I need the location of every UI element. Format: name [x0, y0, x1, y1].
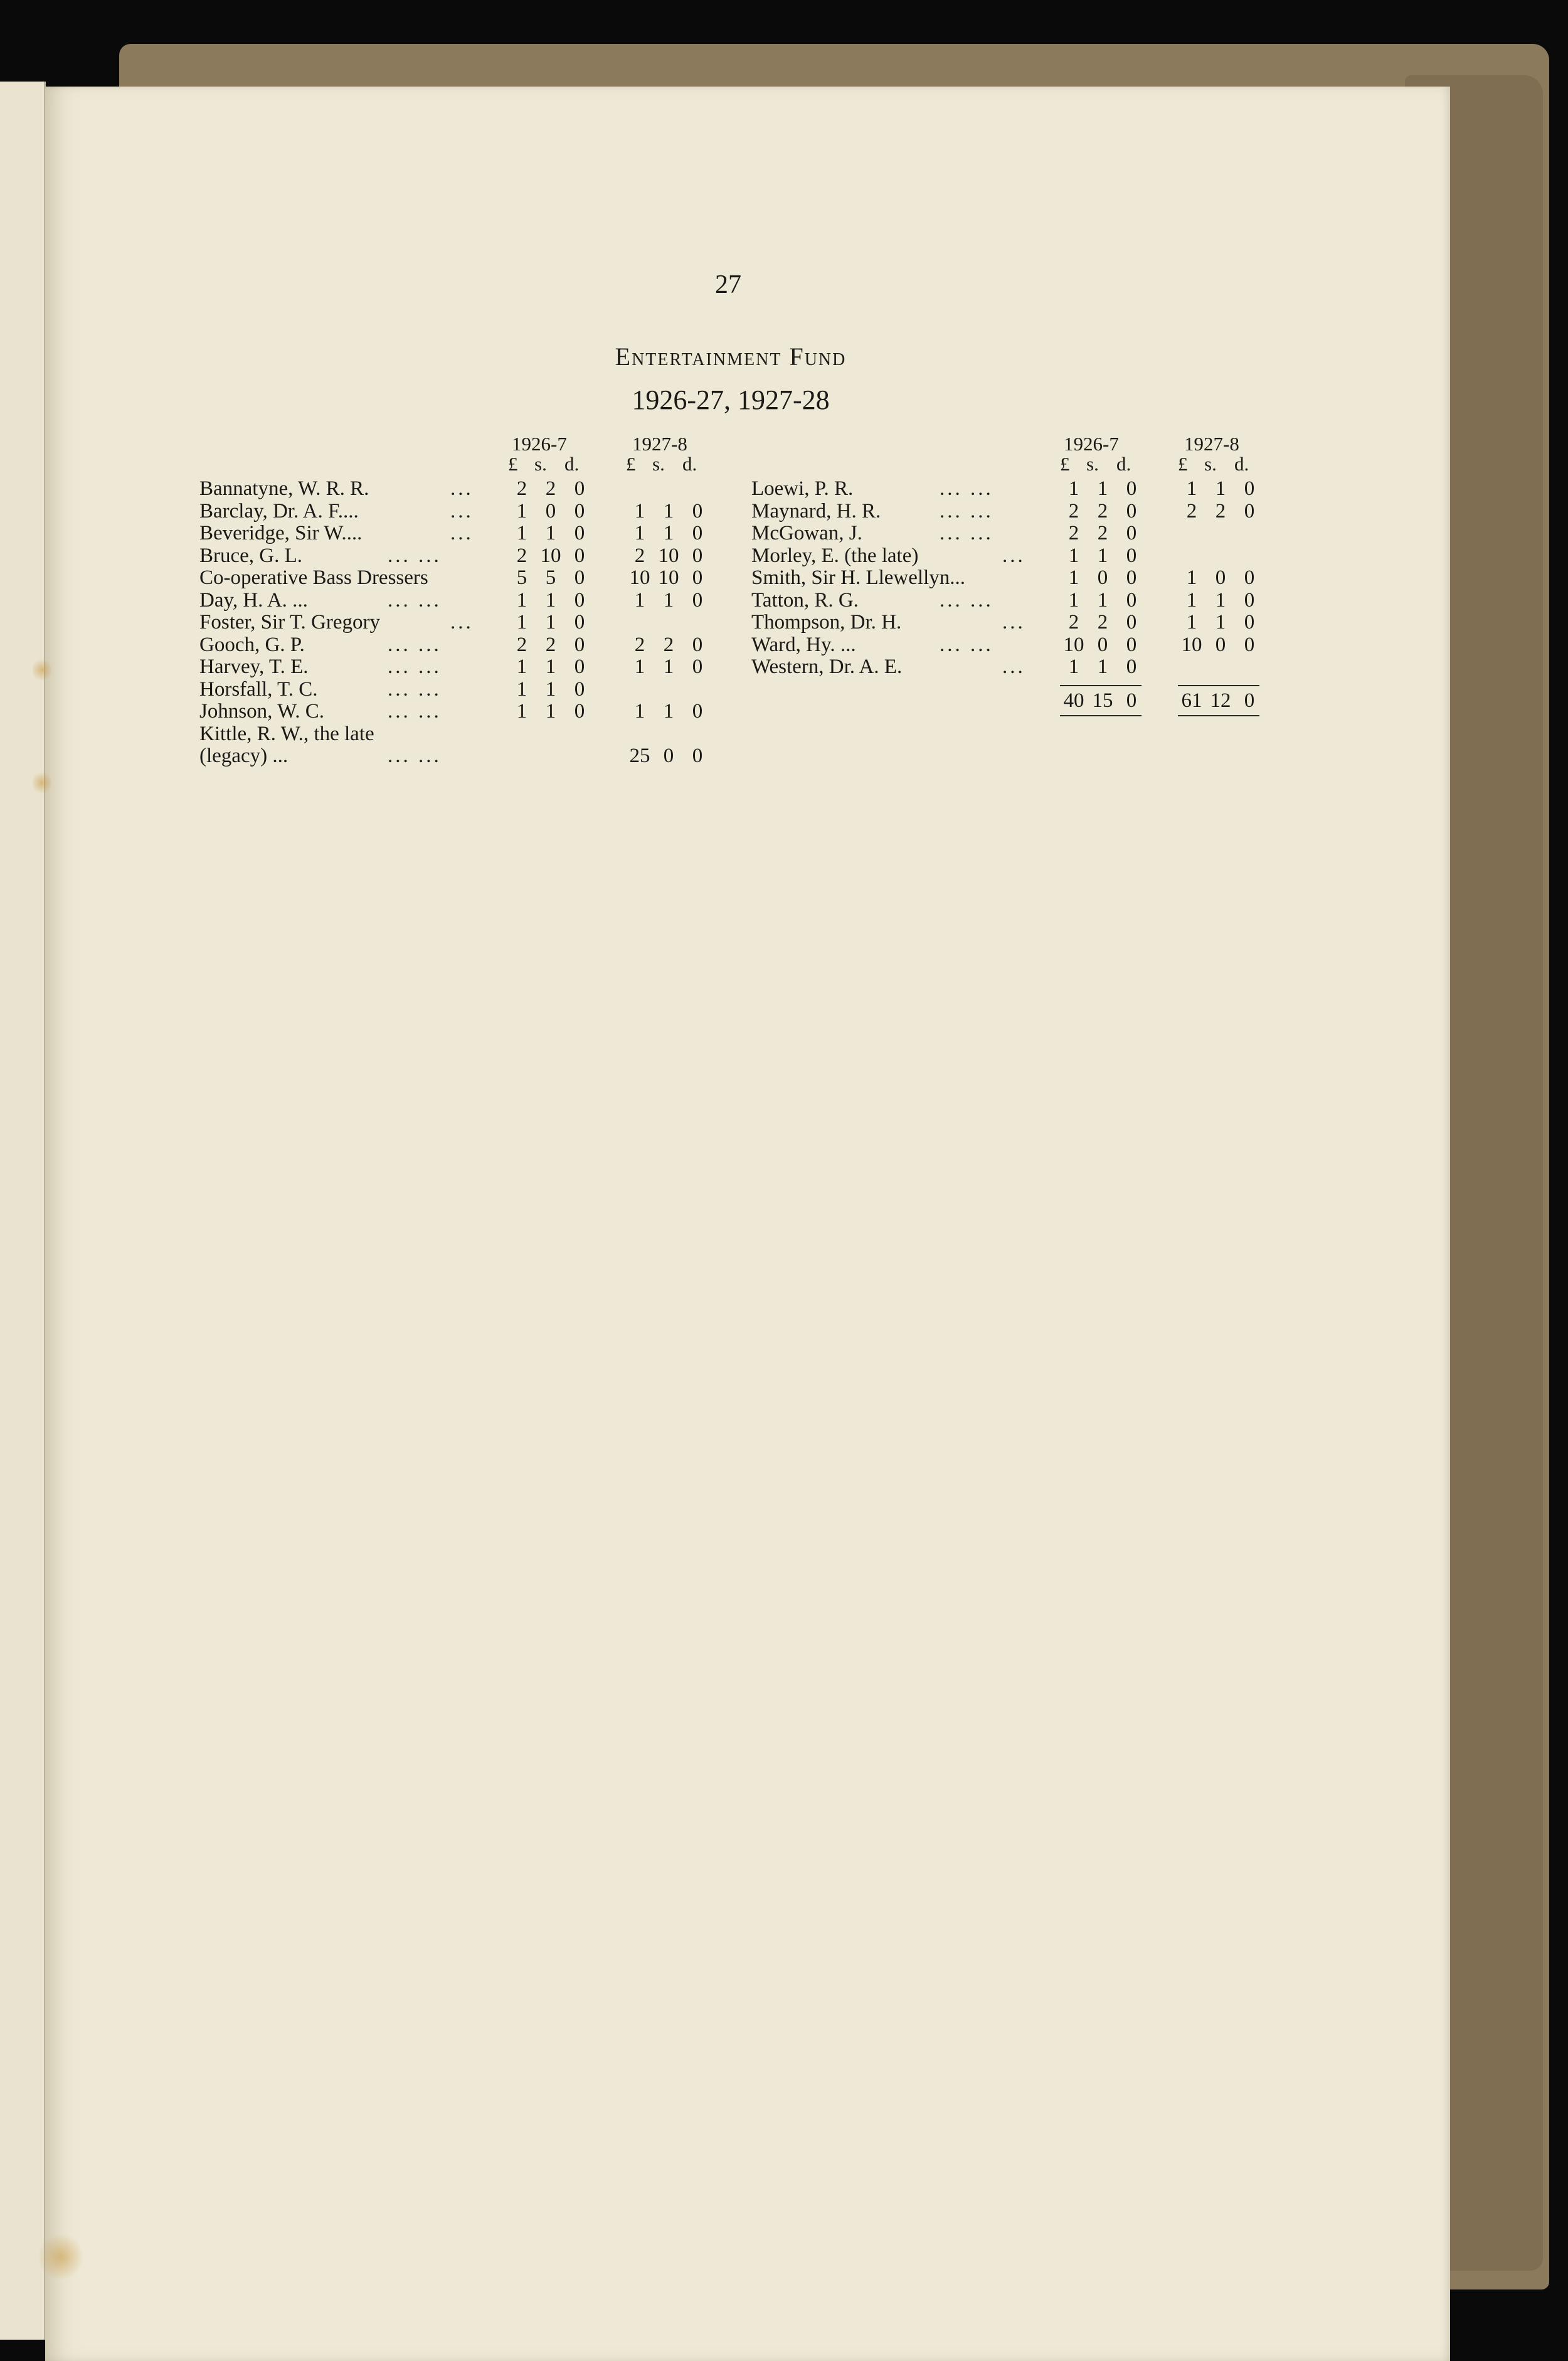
- amount-pence: 0: [1244, 477, 1255, 500]
- amount-shillings: 10: [658, 566, 679, 589]
- subscriber-name: Bruce, G. L.: [199, 544, 303, 567]
- ledger-row: [199, 590, 726, 612]
- subscriber-name: Beveridge, Sir W....: [199, 522, 363, 544]
- amount-pounds: 1: [1068, 566, 1079, 589]
- amount-shillings: 1: [663, 700, 674, 723]
- ledger-row: [751, 656, 1291, 679]
- unit-shilling: s.: [652, 453, 665, 475]
- leader-dots: ... ...: [388, 633, 442, 656]
- amount-shillings: 15: [1092, 689, 1113, 712]
- amount-pence: 0: [574, 522, 585, 544]
- foxing-stain: [33, 770, 51, 795]
- amount-pounds: 1: [516, 588, 527, 612]
- amount-shillings: 1: [545, 700, 556, 723]
- foxing-stain: [33, 657, 51, 682]
- subscriber-name: (legacy) ...: [199, 745, 289, 767]
- unit-pound: £: [626, 453, 636, 475]
- leader-dots: ... ...: [388, 655, 442, 678]
- amount-pounds: 1: [1186, 611, 1197, 634]
- amount-pence: 0: [1244, 633, 1255, 656]
- facing-page-edge: [0, 82, 46, 2340]
- ledger-row: [199, 567, 726, 590]
- leader-dots: ... ...: [388, 544, 442, 567]
- amount-pounds: 10: [1181, 633, 1202, 656]
- totals-row: [751, 690, 1291, 713]
- unit-pence: d.: [1116, 453, 1131, 475]
- ledger-row: [751, 590, 1291, 612]
- amount-pounds: 1: [1068, 588, 1079, 612]
- leader-dots: ... ...: [940, 588, 993, 612]
- subscriber-name: McGowan, J.: [751, 522, 862, 544]
- foxing-stain: [39, 2232, 83, 2282]
- amount-shillings: 0: [545, 499, 556, 523]
- amount-pence: 0: [692, 522, 703, 544]
- amount-pounds: 1: [634, 655, 645, 678]
- amount-pounds: 2: [634, 633, 645, 656]
- amount-pence: 0: [1244, 611, 1255, 634]
- amount-pence: 0: [692, 499, 703, 523]
- ledger-row: [199, 723, 726, 746]
- amount-pounds: 2: [634, 544, 645, 567]
- amount-shillings: 1: [545, 588, 556, 612]
- subscriber-name: Harvey, T. E.: [199, 655, 309, 678]
- amount-shillings: 1: [1097, 544, 1108, 567]
- amount-shillings: 2: [663, 633, 674, 656]
- left-ledger: [199, 433, 726, 784]
- amount-pence: 0: [574, 655, 585, 678]
- amount-pounds: 61: [1181, 689, 1202, 712]
- document-page: [45, 87, 1450, 2361]
- amount-shillings: 1: [663, 588, 674, 612]
- amount-pounds: 10: [1063, 633, 1084, 656]
- amount-shillings: 0: [1097, 633, 1108, 656]
- amount-pence: 0: [1126, 588, 1137, 612]
- amount-shillings: 10: [658, 544, 679, 567]
- leader-dots: ... ...: [940, 477, 993, 500]
- subscriber-name: Horsfall, T. C.: [199, 677, 318, 701]
- amount-pence: 0: [1126, 522, 1137, 544]
- subscriber-name: Thompson, Dr. H.: [751, 611, 902, 634]
- leader-dots: ...: [450, 611, 474, 634]
- subscriber-name: Foster, Sir T. Gregory: [199, 611, 381, 634]
- amount-shillings: 2: [1097, 611, 1108, 634]
- amount-pounds: 1: [1068, 544, 1079, 567]
- amount-pounds: 2: [1068, 499, 1079, 523]
- amount-shillings: 1: [545, 611, 556, 634]
- amount-pence: 0: [574, 566, 585, 589]
- amount-pounds: 1: [1186, 566, 1197, 589]
- subscriber-name: Maynard, H. R.: [751, 499, 881, 523]
- amount-pence: 0: [1126, 544, 1137, 567]
- ledger-row: [199, 745, 726, 768]
- subscriber-name: Gooch, G. P.: [199, 633, 305, 656]
- subscriber-name: Smith, Sir H. Llewellyn...: [751, 566, 965, 589]
- amount-pence: 0: [1244, 499, 1255, 523]
- subscriber-name: Western, Dr. A. E.: [751, 655, 903, 678]
- ledger-row: [199, 478, 726, 501]
- year-header-a: 1926-7: [1064, 433, 1119, 455]
- amount-pounds: 1: [516, 522, 527, 544]
- amount-pence: 0: [1126, 689, 1137, 712]
- amount-pounds: 1: [516, 677, 527, 701]
- leader-dots: ... ...: [940, 522, 993, 544]
- unit-shilling: s.: [1086, 453, 1099, 475]
- amount-shillings: 2: [545, 633, 556, 656]
- amount-pounds: 1: [1068, 655, 1079, 678]
- page-number: 27: [715, 270, 741, 299]
- amount-pounds: 1: [516, 655, 527, 678]
- leader-dots: ... ...: [940, 499, 993, 523]
- amount-pounds: 1: [1068, 477, 1079, 500]
- ledger-row: [751, 612, 1291, 634]
- ledger-row: [751, 545, 1291, 568]
- amount-shillings: 1: [1097, 477, 1108, 500]
- leader-dots: ...: [450, 499, 474, 523]
- amount-pence: 0: [574, 611, 585, 634]
- amount-pence: 0: [1244, 588, 1255, 612]
- amount-shillings: 1: [1097, 588, 1108, 612]
- amount-shillings: 1: [545, 677, 556, 701]
- ledger-row: [751, 634, 1291, 657]
- leader-dots: ...: [450, 477, 474, 500]
- leader-dots: ...: [1002, 544, 1025, 567]
- subscriber-name: Tatton, R. G.: [751, 588, 859, 612]
- amount-shillings: 0: [1215, 566, 1226, 589]
- year-header-b: 1927-8: [632, 433, 687, 455]
- amount-pence: 0: [1126, 566, 1137, 589]
- amount-pence: 0: [692, 566, 703, 589]
- amount-pence: 0: [692, 655, 703, 678]
- right-ledger: [751, 433, 1291, 734]
- amount-shillings: 1: [663, 655, 674, 678]
- unit-pence: d.: [564, 453, 580, 475]
- amount-pence: 0: [1126, 499, 1137, 523]
- amount-pounds: 1: [1186, 588, 1197, 612]
- amount-shillings: 1: [1215, 611, 1226, 634]
- total-rule-top-a: [1060, 685, 1142, 686]
- amount-pence: 0: [692, 588, 703, 612]
- unit-pence: d.: [682, 453, 697, 475]
- subscriber-name: Morley, E. (the late): [751, 544, 919, 567]
- amount-shillings: 1: [1215, 477, 1226, 500]
- amount-pence: 0: [1244, 566, 1255, 589]
- amount-pence: 0: [574, 544, 585, 567]
- amount-pounds: 10: [629, 566, 650, 589]
- amount-pounds: 2: [1068, 522, 1079, 544]
- amount-pounds: 25: [629, 745, 650, 767]
- ledger-row: [199, 545, 726, 568]
- amount-shillings: 0: [1097, 566, 1108, 589]
- leader-dots: ... ...: [388, 588, 442, 612]
- subscriber-name: Loewi, P. R.: [751, 477, 854, 500]
- amount-pounds: 5: [516, 566, 527, 589]
- ledger-row: [199, 679, 726, 701]
- total-rule-bottom-a: [1060, 715, 1142, 716]
- leader-dots: ... ...: [388, 700, 442, 723]
- amount-shillings: 1: [1215, 588, 1226, 612]
- amount-shillings: 1: [1097, 655, 1108, 678]
- leader-dots: ...: [1002, 611, 1025, 634]
- amount-pounds: 1: [516, 499, 527, 523]
- amount-pence: 0: [692, 633, 703, 656]
- amount-pounds: 1: [1186, 477, 1197, 500]
- amount-pounds: 2: [516, 633, 527, 656]
- subscriber-name: Ward, Hy. ...: [751, 633, 856, 656]
- amount-pounds: 1: [634, 522, 645, 544]
- leader-dots: ... ...: [388, 677, 442, 701]
- total-rule-top-b: [1178, 685, 1259, 686]
- ledger-row: [199, 523, 726, 545]
- amount-pence: 0: [574, 700, 585, 723]
- leader-dots: ...: [450, 522, 474, 544]
- unit-shilling: s.: [534, 453, 547, 475]
- total-rule-bottom-b: [1178, 715, 1259, 716]
- amount-shillings: 10: [540, 544, 561, 567]
- ledger-row: [199, 501, 726, 523]
- amount-shillings: 1: [663, 499, 674, 523]
- amount-pounds: 1: [516, 611, 527, 634]
- amount-pence: 0: [692, 745, 703, 767]
- amount-shillings: 2: [1215, 499, 1226, 523]
- amount-pounds: 2: [1186, 499, 1197, 523]
- amount-pounds: 2: [1068, 611, 1079, 634]
- unit-pound: £: [1178, 453, 1188, 475]
- amount-pence: 0: [1126, 611, 1137, 634]
- page-title: Entertainment Fund: [615, 342, 847, 371]
- amount-pence: 0: [692, 700, 703, 723]
- subscriber-name: Johnson, W. C.: [199, 700, 324, 723]
- amount-pence: 0: [692, 544, 703, 567]
- leader-dots: ... ...: [940, 633, 993, 656]
- unit-shilling: s.: [1204, 453, 1217, 475]
- subscriber-name: Bannatyne, W. R. R.: [199, 477, 369, 500]
- amount-shillings: 2: [1097, 522, 1108, 544]
- amount-pence: 0: [574, 499, 585, 523]
- amount-shillings: 2: [1097, 499, 1108, 523]
- year-header-b: 1927-8: [1184, 433, 1239, 455]
- ledger-row: [199, 612, 726, 634]
- leader-dots: ... ...: [388, 745, 442, 767]
- amount-pounds: 1: [634, 588, 645, 612]
- amount-shillings: 12: [1210, 689, 1231, 712]
- amount-pence: 0: [1126, 477, 1137, 500]
- ledger-row: [751, 501, 1291, 523]
- unit-pound: £: [508, 453, 518, 475]
- amount-pounds: 1: [516, 700, 527, 723]
- subscriber-name: Day, H. A. ...: [199, 588, 308, 612]
- amount-pence: 0: [1244, 689, 1255, 712]
- subscriber-name: Kittle, R. W., the late: [199, 722, 374, 745]
- amount-pounds: 2: [516, 544, 527, 567]
- ledger-row: [751, 523, 1291, 545]
- amount-pence: 0: [1126, 655, 1137, 678]
- year-header-a: 1926-7: [512, 433, 567, 455]
- amount-shillings: 2: [545, 477, 556, 500]
- amount-shillings: 1: [663, 522, 674, 544]
- amount-pence: 0: [574, 477, 585, 500]
- amount-pounds: 2: [516, 477, 527, 500]
- amount-pence: 0: [574, 633, 585, 656]
- amount-pence: 0: [1126, 633, 1137, 656]
- ledger-row: [199, 656, 726, 679]
- ledger-row: [751, 567, 1291, 590]
- amount-pounds: 1: [634, 499, 645, 523]
- amount-shillings: 0: [1215, 633, 1226, 656]
- amount-shillings: 0: [663, 745, 674, 767]
- amount-pounds: 1: [634, 700, 645, 723]
- amount-pounds: 40: [1063, 689, 1084, 712]
- amount-pence: 0: [574, 677, 585, 701]
- amount-shillings: 1: [545, 522, 556, 544]
- unit-pound: £: [1060, 453, 1070, 475]
- subscriber-name: Co-operative Bass Dressers: [199, 566, 428, 589]
- leader-dots: ...: [1002, 655, 1025, 678]
- page-subtitle: 1926-27, 1927-28: [632, 385, 830, 415]
- amount-shillings: 5: [545, 566, 556, 589]
- unit-pence: d.: [1234, 453, 1249, 475]
- ledger-row: [199, 701, 726, 723]
- ledger-row: [751, 478, 1291, 501]
- amount-pence: 0: [574, 588, 585, 612]
- ledger-row: [199, 634, 726, 657]
- subscriber-name: Barclay, Dr. A. F....: [199, 499, 359, 523]
- amount-shillings: 1: [545, 655, 556, 678]
